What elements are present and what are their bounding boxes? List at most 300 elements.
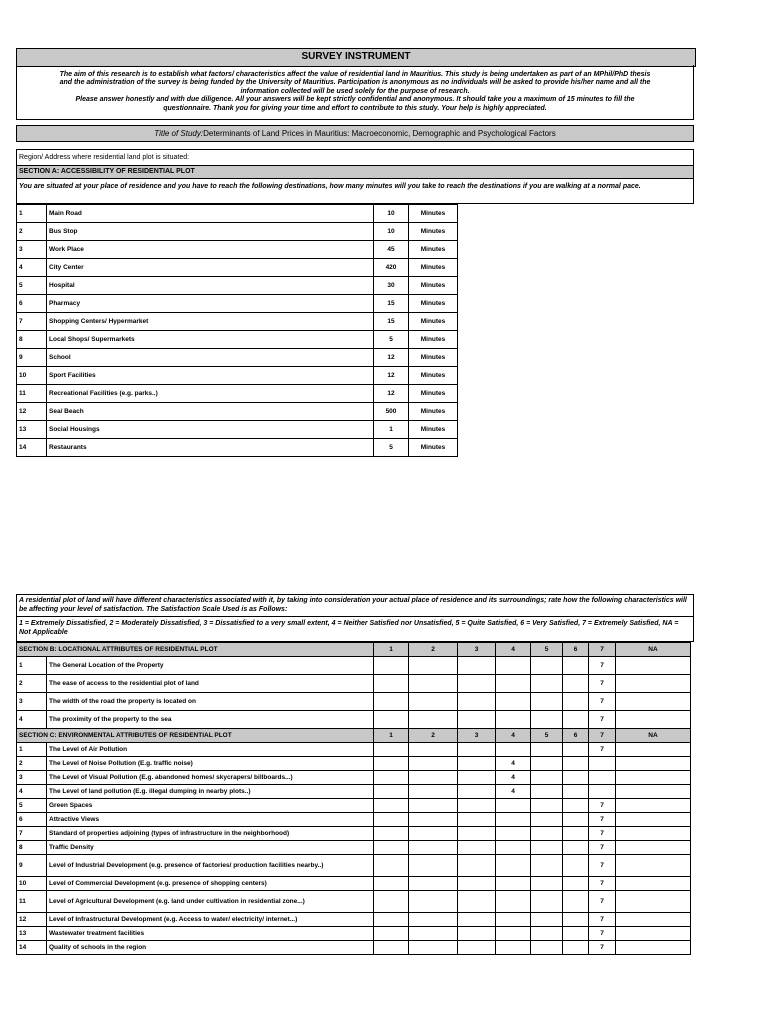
minutes-unit: Minutes [409, 367, 458, 385]
table-row [17, 711, 691, 729]
table-row [17, 877, 691, 891]
rating-cell[interactable] [409, 827, 458, 841]
rating-cell[interactable] [531, 675, 563, 693]
minutes-value[interactable]: 10 [374, 223, 409, 241]
destination-label: Work Place [47, 241, 374, 259]
rating-cell[interactable]: 4 [496, 785, 531, 799]
rating-cell[interactable] [531, 743, 563, 757]
minutes-value[interactable]: 15 [374, 295, 409, 313]
rating-cell[interactable] [409, 693, 458, 711]
destination-label: Main Road [47, 205, 374, 223]
row-number: 8 [17, 331, 47, 349]
rating-cell[interactable] [563, 799, 589, 813]
row-number: 12 [17, 403, 47, 421]
minutes-unit: Minutes [409, 331, 458, 349]
table-row [17, 223, 458, 241]
rating-cell[interactable] [458, 675, 496, 693]
attribute-label: Level of Industrial Development (e.g. presence of factories/ production facilities nearby..) [47, 855, 374, 877]
destination-label: Shopping Centers/ Hypermarket [47, 313, 374, 331]
rating-cell[interactable] [409, 785, 458, 799]
minutes-value[interactable]: 420 [374, 259, 409, 277]
rating-cell[interactable]: 7 [589, 711, 616, 729]
rating-cell[interactable] [616, 891, 691, 913]
table-row [17, 827, 691, 841]
section-a-title: SECTION A: ACCESSIBILITY OF RESIDENTIAL PLOT [16, 165, 694, 179]
rating-cell[interactable] [409, 771, 458, 785]
rating-cell[interactable] [496, 799, 531, 813]
minutes-unit: Minutes [409, 241, 458, 259]
attribute-label: Wastewater treatment facilities [47, 927, 374, 941]
rating-cell[interactable] [616, 743, 691, 757]
minutes-unit: Minutes [409, 259, 458, 277]
rating-cell[interactable] [496, 743, 531, 757]
rating-cell[interactable] [563, 877, 589, 891]
table-row [17, 421, 458, 439]
rating-cell[interactable] [616, 771, 691, 785]
minutes-value[interactable]: 5 [374, 331, 409, 349]
table-row [17, 941, 691, 955]
rating-cell[interactable] [531, 757, 563, 771]
rating-cell[interactable] [563, 913, 589, 927]
rating-cell[interactable] [458, 891, 496, 913]
scale-column-header: 5 [531, 729, 563, 743]
section-a-intro: You are situated at your place of residence and you have to reach the following destinations, how many minutes will you take to reach the destinations if you are walking at a normal pace. [16, 179, 694, 204]
rating-cell[interactable] [563, 827, 589, 841]
rating-cell[interactable]: 7 [589, 693, 616, 711]
destination-label: Recreational Facilities (e.g. parks..) [47, 385, 374, 403]
rating-cell[interactable] [563, 927, 589, 941]
row-number: 2 [17, 223, 47, 241]
rating-cell[interactable] [563, 711, 589, 729]
rating-cell[interactable] [496, 913, 531, 927]
table-row [17, 277, 458, 295]
rating-cell[interactable] [374, 799, 409, 813]
attribute-label: Attractive Views [47, 813, 374, 827]
rating-cell[interactable] [531, 657, 563, 675]
rating-cell[interactable] [458, 941, 496, 955]
rating-cell[interactable]: 7 [589, 657, 616, 675]
table-row [17, 439, 458, 457]
table-row [17, 841, 691, 855]
scale-column-header: NA [616, 729, 691, 743]
rating-cell[interactable] [409, 891, 458, 913]
rating-cell[interactable] [409, 813, 458, 827]
destination-label: School [47, 349, 374, 367]
row-number: 11 [17, 385, 47, 403]
rating-cell[interactable] [374, 693, 409, 711]
rating-cell[interactable] [563, 693, 589, 711]
minutes-unit: Minutes [409, 349, 458, 367]
attribute-label: Level of Commercial Development (e.g. presence of shopping centers) [47, 877, 374, 891]
row-number: 7 [17, 313, 47, 331]
minutes-value[interactable]: 15 [374, 313, 409, 331]
table-row [17, 675, 691, 693]
rating-cell[interactable] [616, 913, 691, 927]
rating-cell[interactable] [458, 927, 496, 941]
rating-cell[interactable]: 7 [589, 675, 616, 693]
minutes-value[interactable]: 12 [374, 385, 409, 403]
rating-cell[interactable] [563, 743, 589, 757]
intro-line: questionnaire. Thank you for giving your time and effort to contribute to this study. Your help is highly appreciated. [163, 104, 547, 112]
rating-cell[interactable] [496, 891, 531, 913]
rating-cell[interactable] [374, 941, 409, 955]
rating-cell[interactable] [496, 675, 531, 693]
destination-label: Sport Facilities [47, 367, 374, 385]
table-row [17, 385, 458, 403]
satisfaction-scale: 1 = Extremely Dissatisfied, 2 = Moderately Dissatisfied, 3 = Dissatisfied to a very small extent, 4 = Neither Satisfied nor Unsatisfied, 5 = Quite Satisfied, 6 = Very Satisfied, 7 = Extremely Satisfied, NA = Not Applicable [16, 617, 694, 642]
rating-cell[interactable] [374, 841, 409, 855]
intro-line: The aim of this research is to establish what factors/ characteristics affect the value of residential land in Mauritius. This study is being undertaken as part of an MPhil/PhD thesis [59, 71, 651, 78]
rating-cell[interactable] [531, 913, 563, 927]
rating-cell[interactable] [409, 799, 458, 813]
rating-cell[interactable] [458, 841, 496, 855]
rating-cell[interactable]: 7 [589, 927, 616, 941]
table-row [17, 259, 458, 277]
rating-cell[interactable] [458, 827, 496, 841]
rating-cell[interactable] [496, 927, 531, 941]
rating-cell[interactable]: 7 [589, 827, 616, 841]
rating-cell[interactable] [616, 841, 691, 855]
accessibility-table [16, 204, 458, 457]
intro-line: and the administration of the survey is being funded by the University of Mauritius. Participation is anonymous as no individuals will be asked to provide his/her name and all the [59, 79, 651, 87]
rating-cell[interactable] [563, 771, 589, 785]
rating-cell[interactable] [563, 941, 589, 955]
table-row [17, 241, 458, 259]
row-number: 13 [17, 421, 47, 439]
minutes-value[interactable]: 12 [374, 349, 409, 367]
rating-cell[interactable] [458, 657, 496, 675]
rating-cell[interactable] [563, 757, 589, 771]
rating-cell[interactable] [616, 877, 691, 891]
study-label: Title of Study: [154, 129, 204, 138]
section-title: SECTION C: ENVIRONMENTAL ATTRIBUTES OF RESIDENTIAL PLOT [17, 729, 374, 743]
table-row [17, 927, 691, 941]
table-row [17, 855, 691, 877]
minutes-value[interactable]: 500 [374, 403, 409, 421]
row-number: 14 [17, 439, 47, 457]
rating-cell[interactable] [374, 877, 409, 891]
destination-label: Hospital [47, 277, 374, 295]
rating-cell[interactable] [409, 927, 458, 941]
destination-label: Pharmacy [47, 295, 374, 313]
intro-line: information collected will be used solely for the purpose of research. [240, 87, 470, 95]
table-row [17, 313, 458, 331]
rating-cell[interactable]: 7 [589, 891, 616, 913]
table-row [17, 331, 458, 349]
rating-cell[interactable] [616, 675, 691, 693]
rating-cell[interactable] [458, 913, 496, 927]
rating-cell[interactable] [458, 813, 496, 827]
scale-column-header: 3 [458, 729, 496, 743]
rating-cell[interactable] [531, 941, 563, 955]
rating-cell[interactable] [531, 785, 563, 799]
table-row [17, 693, 691, 711]
attribute-label: The Level of Visual Pollution (E.g. abandoned homes/ skycrapers/ billboards...) [47, 771, 374, 785]
rating-cell[interactable] [616, 693, 691, 711]
rating-cell[interactable]: 7 [589, 841, 616, 855]
row-number: 3 [17, 241, 47, 259]
row-number: 12 [17, 913, 47, 927]
row-number: 1 [17, 657, 47, 675]
region-field[interactable]: Region/ Address where residential land plot is situated: [16, 149, 694, 166]
table-row [17, 367, 458, 385]
study-title-bar [16, 125, 694, 142]
destination-label: Sea/ Beach [47, 403, 374, 421]
minutes-unit: Minutes [409, 403, 458, 421]
rating-cell[interactable] [409, 757, 458, 771]
minutes-value[interactable]: 10 [374, 205, 409, 223]
table-row [17, 785, 691, 799]
rating-cell[interactable] [589, 785, 616, 799]
rating-cell[interactable] [496, 693, 531, 711]
rating-cell[interactable] [374, 927, 409, 941]
table-row [17, 813, 691, 827]
scale-column-header: 1 [374, 729, 409, 743]
satisfaction-intro: A residential plot of land will have different characteristics associated with it, by taking into consideration your actual place of residence and its surroundings; rate how the following characteristics will be affecting your level of satisfaction. The Satisfaction Scale Used is as Follows: [16, 594, 694, 617]
rating-cell[interactable] [409, 913, 458, 927]
destination-label: Local Shops/ Supermarkets [47, 331, 374, 349]
rating-cell[interactable] [409, 657, 458, 675]
rating-cell[interactable] [409, 743, 458, 757]
scale-column-header: 3 [458, 643, 496, 657]
rating-cell[interactable] [563, 675, 589, 693]
table-row [17, 657, 691, 675]
row-number: 11 [17, 891, 47, 913]
attribute-label: The Level of Air Pollution [47, 743, 374, 757]
rating-cell[interactable] [616, 927, 691, 941]
row-number: 5 [17, 799, 47, 813]
rating-cell[interactable] [496, 827, 531, 841]
rating-cell[interactable] [563, 785, 589, 799]
scale-column-header: 6 [563, 729, 589, 743]
rating-cell[interactable] [374, 743, 409, 757]
scale-column-header: 1 [374, 643, 409, 657]
rating-cell[interactable] [374, 771, 409, 785]
table-row [17, 403, 458, 421]
rating-cell[interactable] [563, 657, 589, 675]
row-number: 8 [17, 841, 47, 855]
minutes-unit: Minutes [409, 205, 458, 223]
intro-line: Please answer honestly and with due diligence. All your answers will be kept strictly confidential and anonymous. It should take you a maximum of 15 minutes to fill the [75, 96, 635, 104]
rating-cell[interactable] [616, 813, 691, 827]
scale-column-header: 6 [563, 643, 589, 657]
row-number: 4 [17, 259, 47, 277]
section-title: SECTION B: LOCATIONAL ATTRIBUTES OF RESIDENTIAL PLOT [17, 643, 374, 657]
rating-cell[interactable] [409, 877, 458, 891]
rating-cell[interactable] [496, 657, 531, 675]
rating-cell[interactable] [496, 841, 531, 855]
section-header-row [17, 729, 691, 743]
minutes-value[interactable]: 12 [374, 367, 409, 385]
attribute-label: The width of the road the property is located on [47, 693, 374, 711]
study-title: Determinants of Land Prices in Mauritius: Macroeconomic, Demographic and Psychological Factors [203, 129, 556, 138]
rating-cell[interactable] [374, 891, 409, 913]
row-number: 10 [17, 367, 47, 385]
scale-column-header: 7 [589, 643, 616, 657]
rating-cell[interactable] [531, 841, 563, 855]
rating-cell[interactable] [409, 941, 458, 955]
minutes-value[interactable]: 45 [374, 241, 409, 259]
rating-cell[interactable]: 7 [589, 877, 616, 891]
rating-cell[interactable] [458, 877, 496, 891]
rating-cell[interactable] [616, 757, 691, 771]
rating-cell[interactable] [496, 813, 531, 827]
minutes-value[interactable]: 30 [374, 277, 409, 295]
minutes-unit: Minutes [409, 439, 458, 457]
rating-cell[interactable] [531, 827, 563, 841]
destination-label: Social Housings [47, 421, 374, 439]
survey-title: SURVEY INSTRUMENT [16, 48, 696, 67]
rating-cell[interactable] [531, 693, 563, 711]
scale-column-header: 2 [409, 729, 458, 743]
table-row [17, 771, 691, 785]
row-number: 13 [17, 927, 47, 941]
rating-cell[interactable] [563, 841, 589, 855]
rating-cell[interactable] [616, 799, 691, 813]
rating-cell[interactable] [616, 941, 691, 955]
rating-cell[interactable] [616, 657, 691, 675]
row-number: 5 [17, 277, 47, 295]
table-row [17, 205, 458, 223]
table-row [17, 913, 691, 927]
rating-cell[interactable]: 4 [496, 757, 531, 771]
rating-cell[interactable] [496, 877, 531, 891]
rating-cell[interactable] [531, 771, 563, 785]
rating-cell[interactable] [496, 711, 531, 729]
rating-cell[interactable] [563, 813, 589, 827]
rating-cell[interactable]: 7 [589, 813, 616, 827]
table-row [17, 799, 691, 813]
attribute-label: The Level of land pollution (E.g. illegal dumping in nearby plots..) [47, 785, 374, 799]
table-row [17, 295, 458, 313]
rating-cell[interactable]: 4 [496, 771, 531, 785]
scale-column-header: 2 [409, 643, 458, 657]
rating-cell[interactable] [374, 827, 409, 841]
attribute-label: The Level of Noise Pollution (E.g. traffic noise) [47, 757, 374, 771]
row-number: 9 [17, 855, 47, 877]
rating-cell[interactable] [458, 855, 496, 877]
rating-cell[interactable] [563, 855, 589, 877]
row-number: 1 [17, 743, 47, 757]
attribute-label: Green Spaces [47, 799, 374, 813]
rating-cell[interactable] [409, 841, 458, 855]
attribute-label: The proximity of the property to the sea [47, 711, 374, 729]
rating-cell[interactable]: 7 [589, 799, 616, 813]
rating-cell[interactable] [374, 913, 409, 927]
rating-cell[interactable] [616, 855, 691, 877]
attribute-label: Quality of schools in the region [47, 941, 374, 955]
minutes-unit: Minutes [409, 421, 458, 439]
row-number: 14 [17, 941, 47, 955]
rating-cell[interactable] [531, 855, 563, 877]
scale-column-header: NA [616, 643, 691, 657]
rating-cell[interactable] [374, 855, 409, 877]
scale-column-header: 7 [589, 729, 616, 743]
section-header-row [17, 643, 691, 657]
row-number: 6 [17, 295, 47, 313]
rating-cell[interactable] [374, 675, 409, 693]
rating-cell[interactable]: 7 [589, 941, 616, 955]
attribute-label: Standard of properties adjoining (types of infrastructure in the neighborhood) [47, 827, 374, 841]
rating-cell[interactable] [409, 711, 458, 729]
rating-cell[interactable] [616, 711, 691, 729]
rating-cell[interactable] [616, 827, 691, 841]
attribute-label: Traffic Density [47, 841, 374, 855]
minutes-unit: Minutes [409, 295, 458, 313]
rating-cell[interactable] [589, 771, 616, 785]
destination-label: Bus Stop [47, 223, 374, 241]
rating-cell[interactable] [409, 855, 458, 877]
minutes-unit: Minutes [409, 277, 458, 295]
rating-cell[interactable] [531, 877, 563, 891]
minutes-value[interactable]: 5 [374, 439, 409, 457]
satisfaction-table [16, 642, 691, 955]
minutes-value[interactable]: 1 [374, 421, 409, 439]
row-number: 6 [17, 813, 47, 827]
rating-cell[interactable] [458, 693, 496, 711]
rating-cell[interactable] [563, 891, 589, 913]
rating-cell[interactable] [458, 771, 496, 785]
minutes-unit: Minutes [409, 223, 458, 241]
rating-cell[interactable]: 7 [589, 743, 616, 757]
destination-label: City Center [47, 259, 374, 277]
rating-cell[interactable] [458, 785, 496, 799]
attribute-label: Level of Infrastructural Development (e.g. Access to water/ electricity/ internet...) [47, 913, 374, 927]
rating-cell[interactable] [531, 711, 563, 729]
table-row [17, 349, 458, 367]
rating-cell[interactable] [531, 927, 563, 941]
rating-cell[interactable] [458, 743, 496, 757]
row-number: 2 [17, 757, 47, 771]
rating-cell[interactable] [531, 813, 563, 827]
minutes-unit: Minutes [409, 385, 458, 403]
rating-cell[interactable] [531, 799, 563, 813]
row-number: 3 [17, 771, 47, 785]
rating-cell[interactable] [409, 675, 458, 693]
destination-label: Restaurants [47, 439, 374, 457]
row-number: 3 [17, 693, 47, 711]
rating-cell[interactable] [496, 941, 531, 955]
rating-cell[interactable] [374, 711, 409, 729]
rating-cell[interactable] [374, 657, 409, 675]
scale-column-header: 4 [496, 729, 531, 743]
row-number: 4 [17, 711, 47, 729]
rating-cell[interactable] [616, 785, 691, 799]
row-number: 2 [17, 675, 47, 693]
row-number: 10 [17, 877, 47, 891]
rating-cell[interactable] [374, 785, 409, 799]
rating-cell[interactable] [374, 813, 409, 827]
scale-column-header: 4 [496, 643, 531, 657]
attribute-label: The ease of access to the residential plot of land [47, 675, 374, 693]
minutes-unit: Minutes [409, 313, 458, 331]
row-number: 1 [17, 205, 47, 223]
rating-cell[interactable] [531, 891, 563, 913]
rating-cell[interactable] [496, 855, 531, 877]
rating-cell[interactable]: 7 [589, 855, 616, 877]
rating-cell[interactable] [374, 757, 409, 771]
rating-cell[interactable] [458, 799, 496, 813]
rating-cell[interactable]: 7 [589, 913, 616, 927]
table-row [17, 743, 691, 757]
survey-intro [16, 65, 694, 120]
row-number: 7 [17, 827, 47, 841]
rating-cell[interactable] [458, 711, 496, 729]
table-row [17, 891, 691, 913]
rating-cell[interactable] [458, 757, 496, 771]
rating-cell[interactable] [589, 757, 616, 771]
table-row [17, 757, 691, 771]
